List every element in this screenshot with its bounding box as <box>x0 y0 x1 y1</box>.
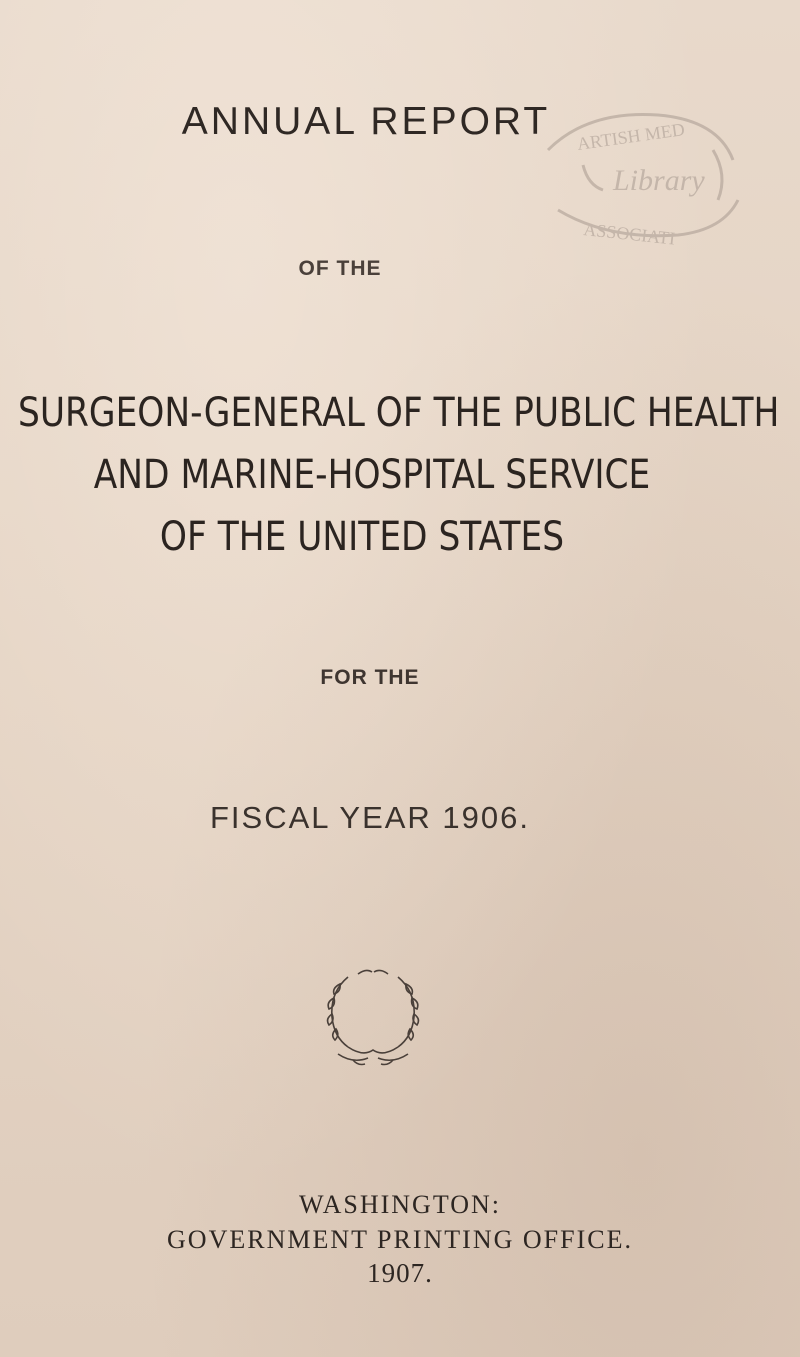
library-stamp-icon <box>528 90 748 260</box>
fiscal-year-line: FISCAL YEAR 1906. <box>209 800 531 835</box>
report-title: ANNUAL REPORT <box>181 100 551 143</box>
imprint-place: WASHINGTON: <box>298 1190 502 1219</box>
heading-line-3: OF THE UNITED STATES <box>159 514 565 560</box>
svg-text:ASSOCIATI: ASSOCIATI <box>582 219 677 249</box>
wreath-ornament-icon <box>318 962 428 1072</box>
imprint-year: 1907. <box>367 1258 433 1288</box>
of-the-label: OF THE <box>298 257 382 280</box>
imprint-publisher: GOVERNMENT PRINTING OFFICE. <box>167 1225 633 1254</box>
heading-line-1: SURGEON-GENERAL OF THE PUBLIC HEALTH <box>18 390 780 436</box>
svg-text:Library: Library <box>613 164 705 197</box>
heading-line-2: AND MARINE-HOSPITAL SERVICE <box>93 452 651 498</box>
for-the-label: FOR THE <box>320 666 420 689</box>
svg-text:ARTISH MED: ARTISH MED <box>575 119 686 154</box>
